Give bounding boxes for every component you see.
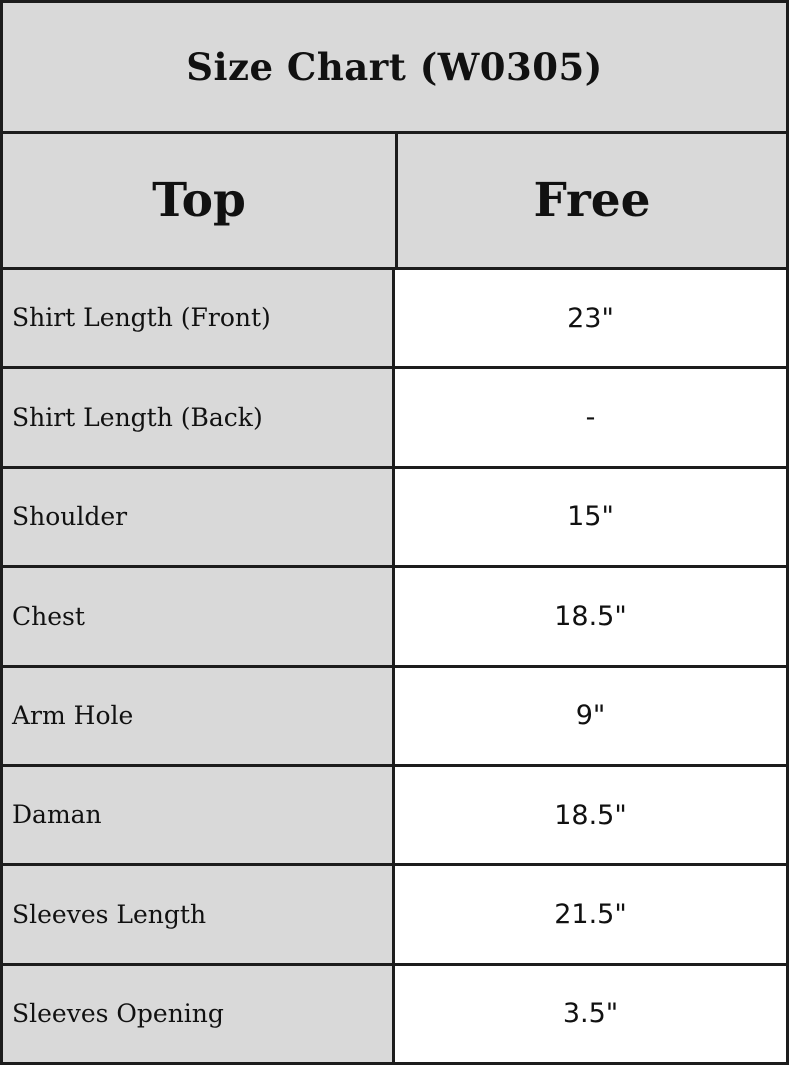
measurement-label-cell	[3, 767, 395, 863]
measurement-value-cell	[395, 866, 786, 962]
column-header-top-label: Top	[152, 173, 246, 228]
measurement-value: 15"	[567, 501, 614, 533]
measurement-label: Sleeves Length	[12, 899, 207, 929]
table-row	[3, 469, 786, 568]
measurement-value: 9"	[575, 700, 606, 732]
measurement-value: 18.5"	[554, 799, 627, 831]
measurement-label-cell	[3, 469, 395, 565]
measurement-value-cell	[395, 767, 786, 863]
measurement-label-cell	[3, 966, 395, 1062]
measurement-label-cell	[3, 369, 395, 465]
table-header-row	[3, 134, 786, 270]
table-row	[3, 966, 786, 1062]
table-body	[3, 270, 786, 1062]
measurement-value: -	[585, 402, 596, 434]
column-header-free-label: Free	[533, 173, 651, 228]
measurement-value-cell	[395, 966, 786, 1062]
measurement-label: Sleeves Opening	[12, 999, 224, 1029]
table-row	[3, 270, 786, 369]
page-title: Size Chart (W0305)	[186, 45, 603, 89]
measurement-value: 23"	[567, 302, 614, 334]
table-row	[3, 866, 786, 965]
measurement-label: Shoulder	[12, 502, 128, 532]
table-row	[3, 369, 786, 468]
measurement-value-cell	[395, 469, 786, 565]
measurement-value-cell	[395, 668, 786, 764]
measurement-label: Shirt Length (Front)	[12, 303, 271, 333]
measurement-value: 3.5"	[562, 998, 619, 1030]
measurement-value-cell	[395, 270, 786, 366]
measurement-label: Shirt Length (Back)	[12, 402, 263, 432]
measurement-label: Chest	[12, 601, 85, 631]
measurement-label-cell	[3, 568, 395, 664]
table-row	[3, 668, 786, 767]
measurement-label-cell	[3, 866, 395, 962]
measurement-label: Arm Hole	[12, 700, 134, 730]
column-header-top	[3, 134, 398, 267]
measurement-label-cell	[3, 270, 395, 366]
measurement-value: 21.5"	[554, 898, 627, 930]
table-title-row	[3, 3, 786, 134]
column-header-free	[398, 134, 786, 267]
measurement-value: 18.5"	[554, 600, 627, 632]
table-row	[3, 767, 786, 866]
table-row	[3, 568, 786, 667]
measurement-value-cell	[395, 568, 786, 664]
measurement-label-cell	[3, 668, 395, 764]
measurement-value-cell	[395, 369, 786, 465]
measurement-label: Daman	[12, 800, 102, 830]
